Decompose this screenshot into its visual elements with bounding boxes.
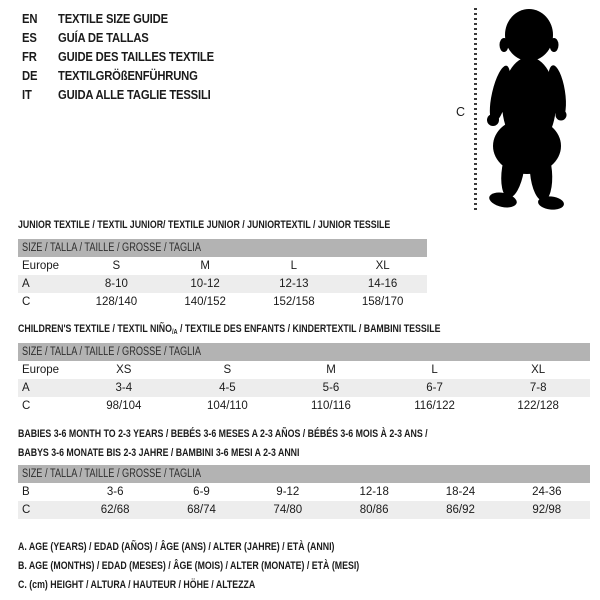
junior-size-table: [18, 239, 427, 311]
size-cell: 18-24: [445, 486, 476, 498]
size-cell: 9-12: [276, 486, 300, 498]
footnotes-block: [18, 538, 445, 595]
size-cell: 104/110: [207, 400, 248, 412]
size-cell: S: [112, 260, 121, 272]
size-cell: XS: [116, 364, 132, 376]
language-code: ES: [22, 31, 37, 45]
size-cell: 158/170: [361, 296, 404, 308]
babies-table-title: BABIES 3-6 MONTH TO 2-3 YEARS / BEBÉS 3-6 MESES A 2-3 AÑOS / BÉBÉS 3-6 MOIS À 2-3 ANS / BABYS 3-6 MONATE BIS 2-3 JAHRE / BAMBINI 3-6 MESI A 2-3 ANNI: [18, 428, 428, 459]
size-cell: XL: [531, 364, 546, 376]
baby-silhouette-icon: [479, 6, 575, 212]
nino-a-subscript: /A: [171, 329, 178, 336]
size-cell: 122/128: [517, 400, 559, 412]
table-row: [18, 293, 427, 311]
size-header-bar: [18, 343, 590, 361]
children-size-table: [18, 343, 590, 415]
size-header-bar: [18, 239, 427, 257]
size-cell: S: [223, 364, 232, 376]
size-cell: 6-9: [193, 486, 210, 498]
row-label: C: [22, 296, 31, 308]
size-cell: 14-16: [367, 278, 398, 290]
junior-table-title: JUNIOR TEXTILE / TEXTIL JUNIOR/ TEXTILE JUNIOR / JUNIORTEXTIL / JUNIOR TESSILE: [18, 219, 391, 231]
language-row: [22, 10, 231, 29]
row-label: B: [22, 486, 30, 498]
footnote-b: B. AGE (MONTHS) / EDAD (MESES) / ÂGE (MOIS) / ALTER (MONATE) / ETÀ (MESI): [18, 560, 360, 572]
size-cell: M: [326, 364, 336, 376]
size-cell: 128/140: [95, 296, 138, 308]
size-cell: 152/158: [273, 296, 315, 308]
size-cell: XL: [375, 260, 390, 272]
language-row: [22, 48, 231, 67]
size-cell: 12-13: [279, 278, 309, 290]
size-cell: 24-36: [532, 486, 562, 498]
language-code: EN: [22, 12, 38, 26]
size-cell: 140/152: [184, 296, 226, 308]
size-cell: 98/104: [106, 400, 142, 412]
language-title-block: [22, 10, 231, 105]
row-label: C: [22, 400, 31, 412]
size-header-bar: [18, 465, 590, 483]
size-cell: 110/116: [311, 400, 351, 412]
table-row: [18, 379, 590, 397]
language-code: FR: [22, 50, 37, 64]
language-label: GUIDA ALLE TAGLIE TESSILI: [58, 88, 211, 102]
footnote-c: C. (cm) HEIGHT / ALTURA / HAUTEUR / HÖHE / ALTEZZA: [18, 579, 256, 591]
size-cell: 3-4: [115, 382, 133, 394]
size-cell: 8-10: [104, 278, 128, 290]
size-cell: L: [290, 260, 298, 272]
language-label: TEXTILE SIZE GUIDE: [58, 12, 168, 26]
size-cell: M: [200, 260, 210, 272]
table-row: [18, 397, 590, 415]
table-row: [18, 501, 590, 519]
size-header-text: SIZE / TALLA / TAILLE / GRÖSSE / TAGLIA: [22, 468, 201, 480]
row-label: A: [22, 382, 30, 394]
language-label: TEXTILGRÖßENFÜHRUNG: [58, 69, 198, 83]
size-cell: 3-6: [106, 486, 124, 498]
size-header-text: SIZE / TALLA / TAILLE / GRÖSSE / TAGLIA: [22, 242, 201, 254]
size-cell: 6-7: [426, 382, 443, 394]
size-header-text: SIZE / TALLA / TAILLE / GRÖSSE / TAGLIA: [22, 346, 201, 358]
row-label: C: [22, 504, 31, 516]
table-row: [18, 361, 590, 379]
language-label: GUIDE DES TAILLES TEXTILE: [58, 50, 214, 64]
language-code: IT: [22, 88, 32, 102]
language-label: GUÍA DE TALLAS: [58, 31, 149, 45]
size-cell: 74/80: [273, 504, 303, 516]
language-code: DE: [22, 69, 38, 83]
size-cell: 4-5: [219, 382, 236, 394]
size-cell: 68/74: [187, 504, 216, 516]
row-label: A: [22, 278, 30, 290]
row-label: Europe: [22, 364, 60, 376]
children-table-title: CHILDREN'S TEXTILE / TEXTIL NIÑO/A / TEXTILE DES ENFANTS / KINDERTEXTIL / BAMBINI TESSILE: [18, 323, 441, 336]
size-cell: 62/68: [100, 504, 130, 516]
size-cell: L: [431, 364, 438, 376]
babies-size-table: [18, 465, 590, 519]
language-row: [22, 86, 231, 105]
table-row: [18, 483, 590, 501]
table-row: [18, 275, 427, 293]
table-row: [18, 257, 427, 275]
size-cell: 12-18: [359, 486, 389, 498]
row-label: Europe: [22, 260, 60, 272]
size-cell: 116/122: [414, 400, 455, 412]
footnote-a: A. AGE (YEARS) / EDAD (AÑOS) / ÂGE (ANS) / ALTER (JAHRE) / ETÀ (ANNI): [18, 541, 335, 553]
size-cell: 10-12: [190, 278, 220, 290]
size-cell: 92/98: [532, 504, 562, 516]
size-cell: 7-8: [529, 382, 547, 394]
language-row: [22, 29, 231, 48]
height-dotted-line: [474, 8, 477, 210]
language-row: [22, 67, 231, 86]
size-cell: 86/92: [446, 504, 475, 516]
size-cell: 80/86: [359, 504, 389, 516]
size-cell: 5-6: [322, 382, 340, 394]
height-measure-label: C: [456, 105, 466, 119]
